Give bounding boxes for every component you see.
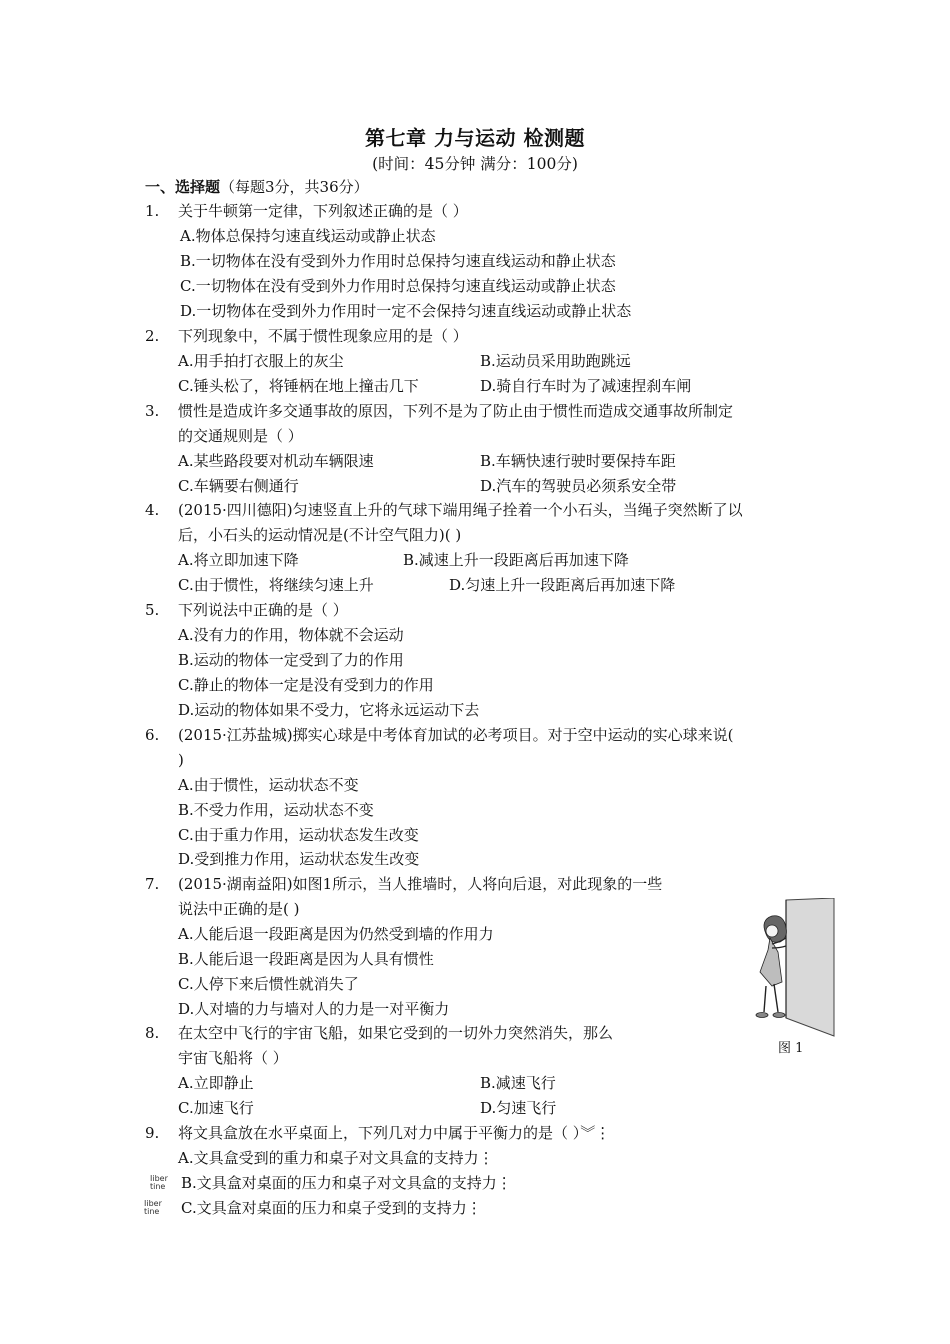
question-4-option-d: D.匀速上升一段距离后再加速下降 bbox=[449, 576, 676, 594]
question-3-stem-line-1: 惯性是造成许多交通事故的原因，下列不是为了防止由于惯性而造成交通事故所制定 bbox=[178, 402, 734, 420]
question-2-number: 2. bbox=[145, 327, 160, 345]
question-9-option-b-text: B.文具盒对桌面的压力和桌子对文具盒的支持力 bbox=[181, 1174, 497, 1192]
question-9-option-b-dots: ⋮ bbox=[496, 1174, 512, 1192]
question-6-option-c: C.由于重力作用，运动状态发生改变 bbox=[178, 826, 419, 844]
margin-mark-1-top: Iiber bbox=[150, 1174, 168, 1183]
question-7-option-b: B.人能后退一段距离是因为人具有惯性 bbox=[178, 950, 434, 968]
question-8-option-a: A.立即静止 bbox=[178, 1074, 254, 1092]
question-9-option-c bbox=[181, 1198, 482, 1218]
question-8-stem-line-1: 在太空中飞行的宇宙飞船，如果它受到的一切外力突然消失，那么 bbox=[178, 1024, 614, 1042]
margin-mark-2-top: Iiber bbox=[144, 1199, 162, 1208]
question-5-option-d: D.运动的物体如果不受力，它将永远运动下去 bbox=[178, 701, 480, 719]
margin-mark-2-bottom: tine bbox=[144, 1207, 160, 1216]
question-1-option-c: C.一切物体在没有受到外力作用时总保持匀速直线运动或静止状态 bbox=[180, 277, 616, 295]
question-4-number: 4. bbox=[145, 501, 160, 519]
question-4-option-a: A.将立即加速下降 bbox=[178, 551, 299, 569]
section-heading bbox=[145, 176, 369, 197]
question-1-option-a: A.物体总保持匀速直线运动或静止状态 bbox=[180, 227, 436, 245]
question-8-number: 8. bbox=[145, 1024, 160, 1042]
question-9-option-c-text: C.文具盒对桌面的压力和桌子受到的支持力 bbox=[181, 1199, 467, 1217]
question-2-option-a: A.用手拍打衣服上的灰尘 bbox=[178, 352, 344, 370]
question-7-stem-line-2: 说法中正确的是( ) bbox=[178, 900, 300, 918]
question-7-stem-line-1: (2015·湖南益阳)如图1所示，当人推墙时，人将向后退，对此现象的一些 bbox=[178, 875, 663, 893]
margin-mark-2 bbox=[144, 1200, 162, 1216]
question-6-option-a: A.由于惯性，运动状态不变 bbox=[178, 776, 359, 794]
question-1-stem: 关于牛顿第一定律，下列叙述正确的是（ ） bbox=[178, 202, 468, 220]
page-title: 第七章 力与运动 检测题 bbox=[365, 126, 585, 150]
question-7-number: 7. bbox=[145, 875, 160, 893]
question-9-option-b bbox=[181, 1173, 512, 1193]
question-6-number: 6. bbox=[145, 726, 160, 744]
question-6-stem-line-2: ) bbox=[178, 751, 184, 769]
question-9-option-a-text: A.文具盒受到的重力和桌子对文具盒的支持力 bbox=[178, 1149, 479, 1167]
question-6-option-b: B.不受力作用，运动状态不变 bbox=[178, 801, 374, 819]
question-9-tail-marks: ︾⋮ bbox=[580, 1124, 611, 1142]
question-2-option-b: B.运动员采用助跑跳远 bbox=[480, 352, 631, 370]
question-9-option-c-dots: ⋮ bbox=[466, 1199, 482, 1217]
question-2-stem: 下列现象中，不属于惯性现象应用的是（ ） bbox=[178, 327, 468, 345]
question-8-stem-line-2: 宇宙飞船将（ ） bbox=[178, 1049, 288, 1067]
section-note: （每题3分，共36分） bbox=[220, 178, 369, 196]
question-1-option-d: D.一切物体在受到外力作用时一定不会保持匀速直线运动或静止状态 bbox=[180, 302, 632, 320]
question-1-number: 1. bbox=[145, 202, 160, 220]
figure-caption: 图 1 bbox=[778, 1041, 804, 1056]
question-4-stem-line-1: (2015·四川德阳)匀速竖直上升的气球下端用绳子拴着一个小石头，当绳子突然断了以 bbox=[178, 501, 743, 519]
question-7-option-d: D.人对墙的力与墙对人的力是一对平衡力 bbox=[178, 1000, 450, 1018]
page-subtitle: (时间：45分钟 满分：100分) bbox=[372, 155, 578, 173]
question-3-option-b: B.车辆快速行驶时要保持车距 bbox=[480, 452, 676, 470]
question-3-number: 3. bbox=[145, 402, 160, 420]
margin-mark-1-bottom: tine bbox=[150, 1182, 166, 1191]
question-9-option-a bbox=[178, 1148, 494, 1168]
question-3-option-d: D.汽车的驾驶员必须系安全带 bbox=[480, 477, 677, 495]
margin-mark-1 bbox=[150, 1175, 168, 1191]
question-6-stem-line-1: (2015·江苏盐城)掷实心球是中考体育加试的必考项目。对于空中运动的实心球来说( bbox=[178, 726, 734, 744]
question-5-option-b: B.运动的物体一定受到了力的作用 bbox=[178, 651, 404, 669]
question-4-option-b: B.减速上升一段距离后再加速下降 bbox=[403, 551, 629, 569]
question-2-option-c: C.锤头松了，将锤柄在地上撞击几下 bbox=[178, 377, 419, 395]
question-3-option-c: C.车辆要右侧通行 bbox=[178, 477, 299, 495]
question-8-option-b: B.减速飞行 bbox=[480, 1074, 556, 1092]
question-6-option-d: D.受到推力作用，运动状态发生改变 bbox=[178, 850, 420, 868]
question-4-stem-line-2: 后，小石头的运动情况是(不计空气阻力)( ) bbox=[178, 526, 462, 544]
question-9-stem-text: 将文具盒放在水平桌面上，下列几对力中属于平衡力的是（ ） bbox=[178, 1124, 581, 1142]
question-9-stem bbox=[178, 1123, 610, 1143]
question-9-option-a-dots: ⋮ bbox=[478, 1149, 494, 1167]
question-3-option-a: A.某些路段要对机动车辆限速 bbox=[178, 452, 374, 470]
question-4-option-c: C.由于惯性，将继续匀速上升 bbox=[178, 576, 374, 594]
question-9-number: 9. bbox=[145, 1124, 160, 1142]
figure-person-pushing-wall bbox=[752, 898, 836, 1038]
question-7-option-c: C.人停下来后惯性就消失了 bbox=[178, 975, 359, 993]
question-5-number: 5. bbox=[145, 601, 160, 619]
section-name: 一、选择题 bbox=[145, 178, 221, 196]
question-5-option-a: A.没有力的作用，物体就不会运动 bbox=[178, 626, 404, 644]
question-5-stem: 下列说法中正确的是（ ） bbox=[178, 601, 348, 619]
question-8-option-c: C.加速飞行 bbox=[178, 1099, 254, 1117]
question-8-option-d: D.匀速飞行 bbox=[480, 1099, 557, 1117]
question-7-option-a: A.人能后退一段距离是因为仍然受到墙的作用力 bbox=[178, 925, 494, 943]
question-3-stem-line-2: 的交通规则是（ ） bbox=[178, 427, 303, 445]
question-2-option-d: D.骑自行车时为了减速捏刹车闸 bbox=[480, 377, 692, 395]
question-5-option-c: C.静止的物体一定是没有受到力的作用 bbox=[178, 676, 434, 694]
question-1-option-b: B.一切物体在没有受到外力作用时总保持匀速直线运动和静止状态 bbox=[180, 252, 616, 270]
